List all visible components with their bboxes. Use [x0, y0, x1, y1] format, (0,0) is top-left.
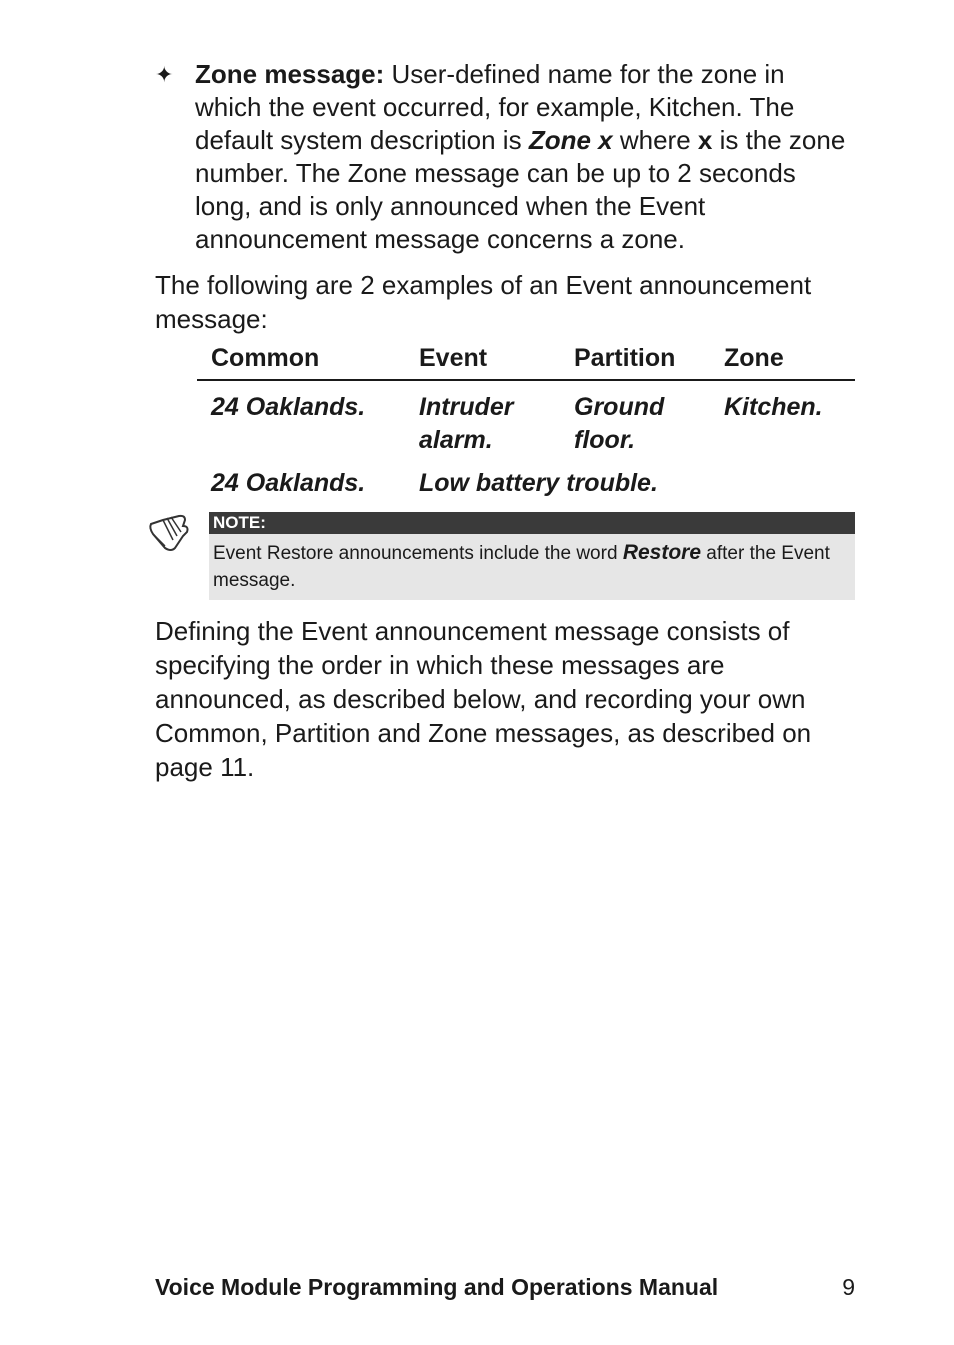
- examples-table: [197, 344, 855, 500]
- footer-title: Voice Module Programming and Operations Manual: [155, 1274, 719, 1300]
- note-text-1: Event Restore announcements include the word: [213, 543, 623, 564]
- bullet-text-2: where: [612, 125, 698, 155]
- note-callout: [209, 512, 855, 600]
- page-number: 9: [842, 1274, 855, 1300]
- header-event: Event: [405, 344, 560, 380]
- note-label: NOTE:: [209, 512, 855, 534]
- table-row: [197, 380, 855, 457]
- cell-partition: Ground floor.: [574, 393, 665, 454]
- table-row: [197, 457, 855, 500]
- bullet-text-1: User-defined name for the zone in which the event occurred, for example, Kitchen. The default system description is: [195, 59, 795, 155]
- bullet-text: [195, 58, 855, 256]
- cell-common: 24 Oaklands.: [211, 469, 366, 497]
- cell-event: Intruder alarm.: [419, 393, 514, 454]
- cell-zone: Kitchen.: [724, 393, 823, 421]
- bullet-emph-zone: Zone x: [528, 125, 613, 155]
- cell-event: Low battery trouble.: [419, 469, 658, 497]
- note-body: [209, 534, 855, 600]
- header-common: Common: [197, 344, 405, 380]
- bullet-text-3: is the zone number. The Zone message can be up to 2 seconds long, and is only announced when the Event announcement message concerns a zone.: [195, 125, 846, 254]
- zone-message-bullet: [155, 58, 855, 256]
- bullet-emph-x: x: [697, 125, 713, 155]
- defining-paragraph: Defining the Event announcement message consists of specifying the order in which these messages are announced, as described below, and recording your own Common, Partition and Zone messages, as described on page 11.: [155, 616, 812, 782]
- table-header-row: [197, 344, 855, 380]
- note-text-2: after the Event message.: [213, 543, 830, 591]
- note-hand-icon: [145, 504, 195, 554]
- cell-common: 24 Oaklands.: [211, 393, 366, 421]
- page-footer: [155, 1274, 855, 1301]
- header-partition: Partition: [560, 344, 710, 380]
- note-emph-restore: Restore: [622, 541, 702, 564]
- bullet-star-icon: ✦: [155, 62, 174, 87]
- examples-intro: The following are 2 examples of an Event announcement message:: [155, 270, 812, 334]
- header-zone: Zone: [710, 344, 855, 380]
- bullet-term: Zone message:: [195, 59, 385, 89]
